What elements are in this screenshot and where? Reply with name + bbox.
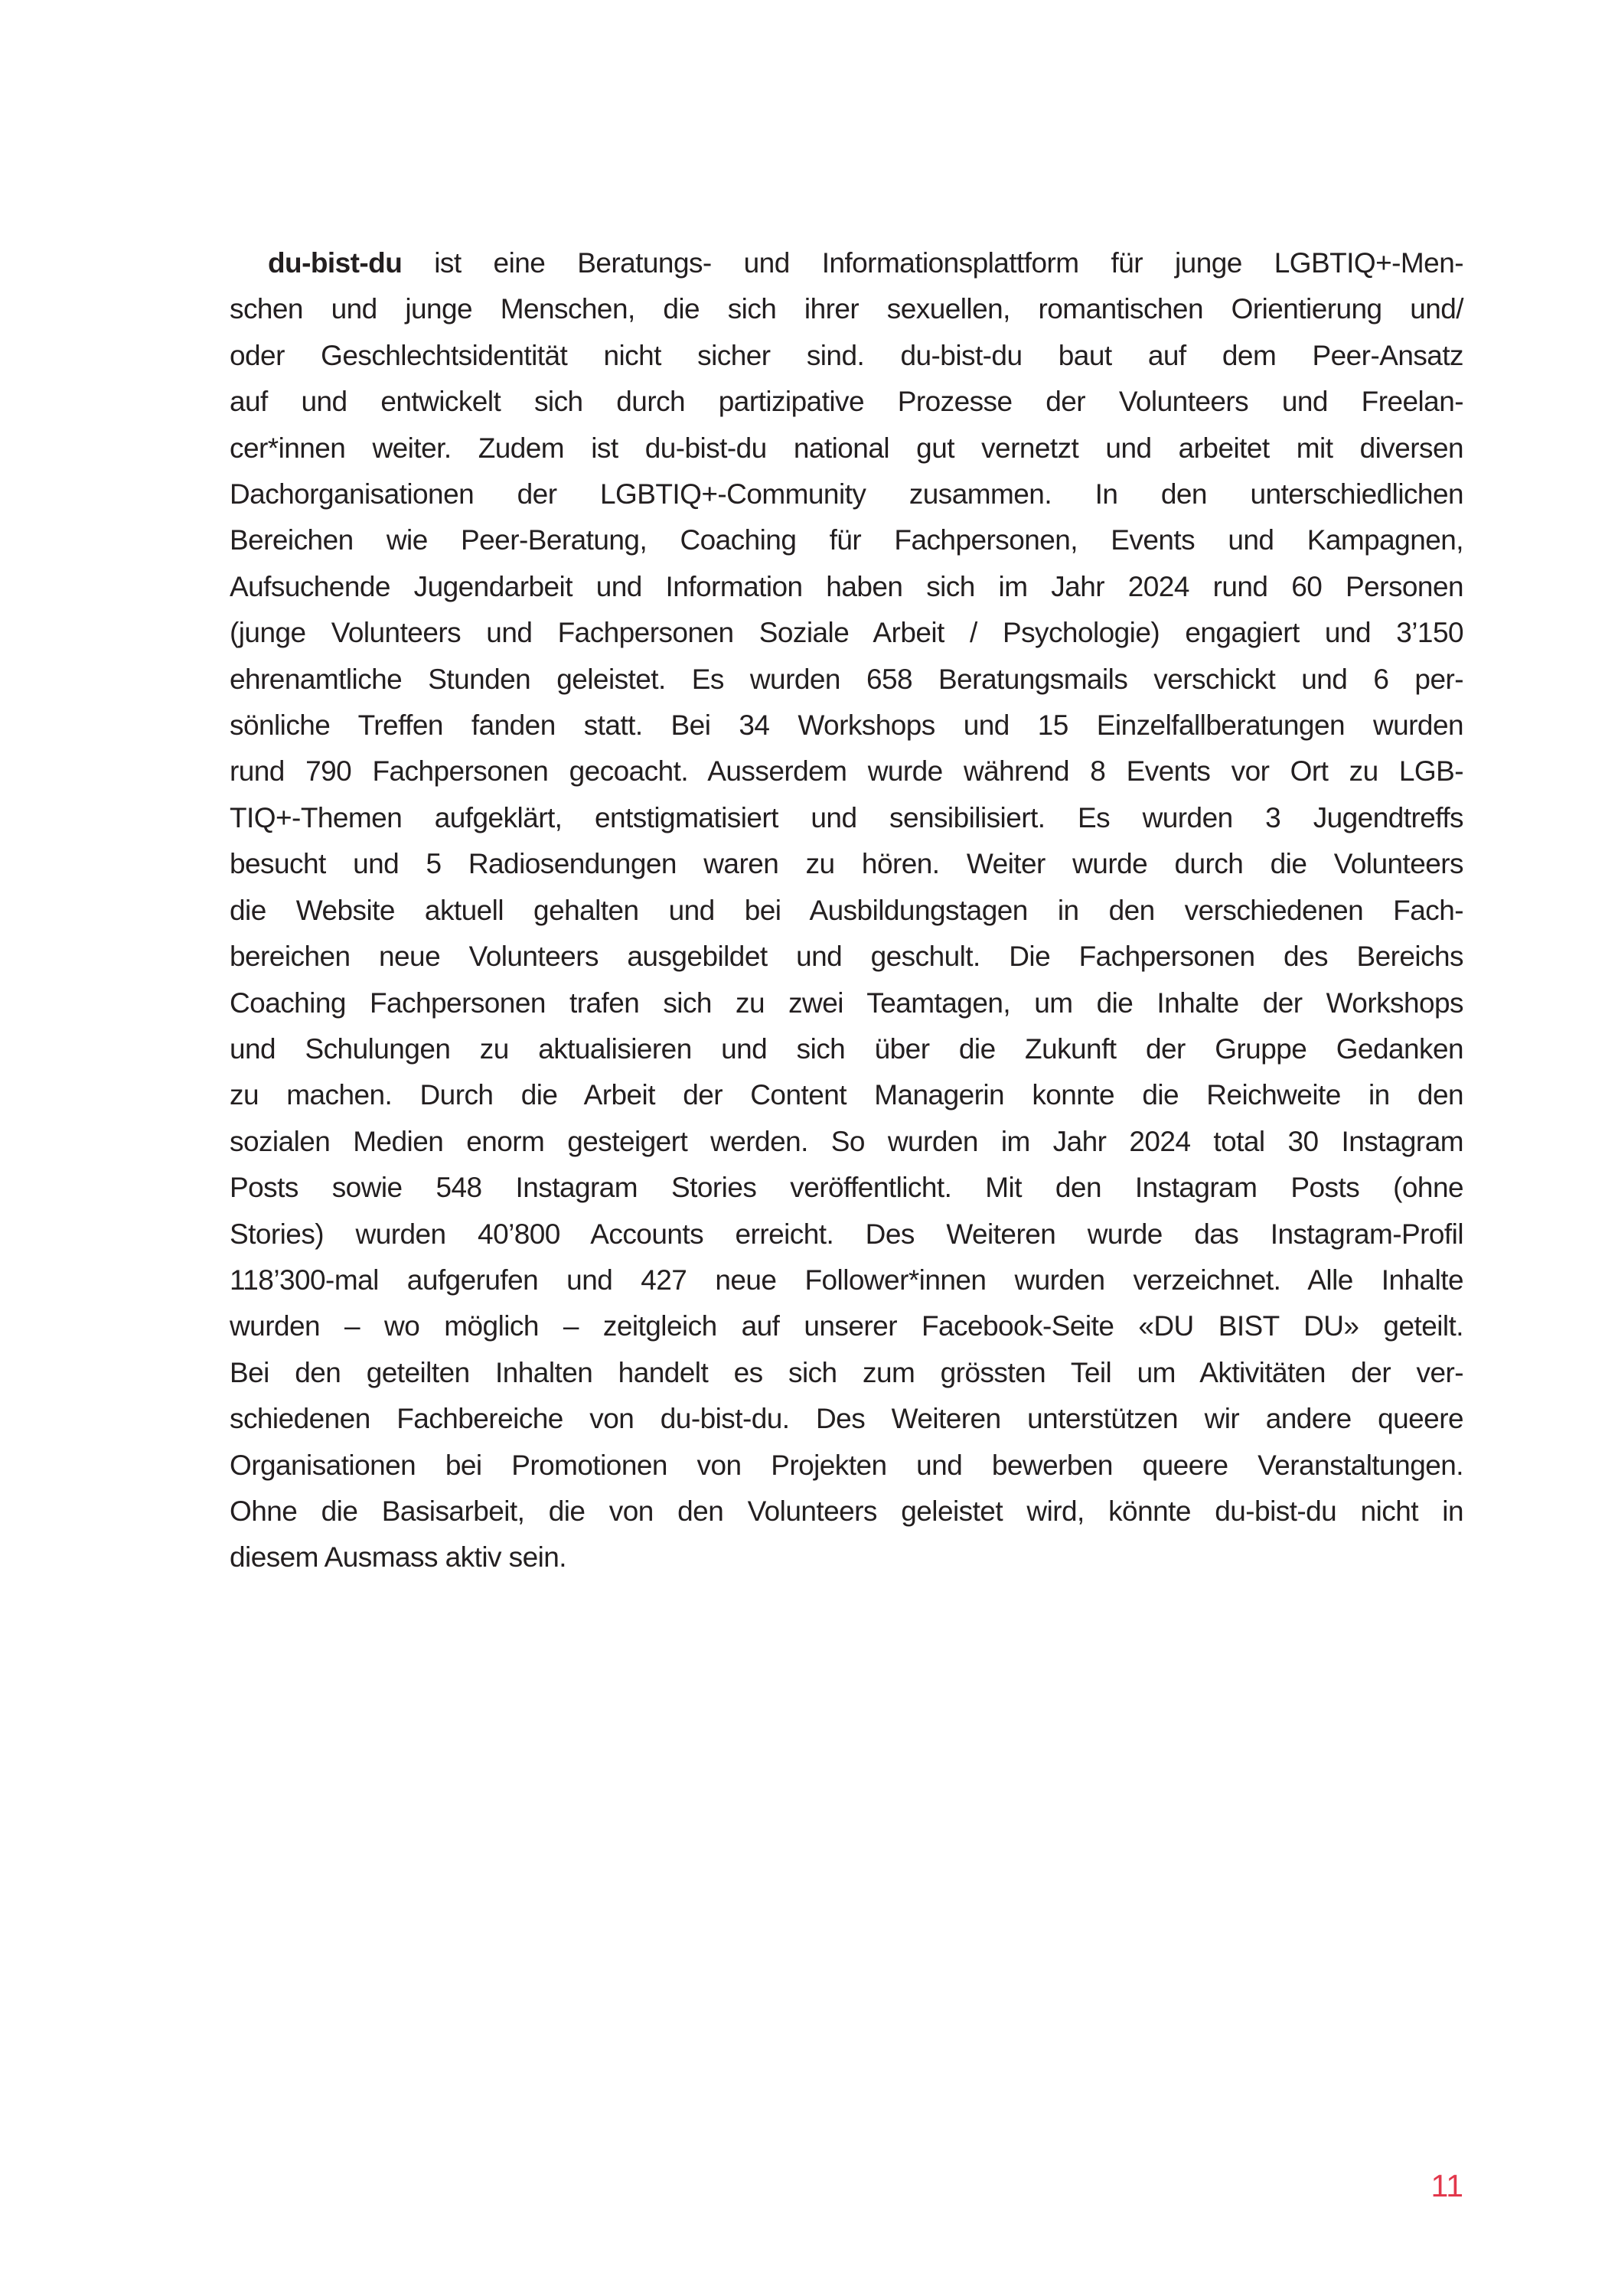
paragraph-line: (junge Volunteers und Fachpersonen Soziale Arbeit / Psychologie) engagiert und 3’150 (230, 617, 1463, 649)
paragraph-line: rund 790 Fachpersonen gecoacht. Ausserdem wurde während 8 Events vor Ort zu LGB- (230, 755, 1463, 788)
bold-lead: du-bist-du (268, 247, 403, 279)
page-number: 11 (1430, 2168, 1463, 2203)
paragraph-line: Aufsuchende Jugendarbeit und Information haben sich im Jahr 2024 rund 60 Personen (230, 570, 1463, 602)
paragraph-line: Bereichen wie Peer-Beratung, Coaching für Fachpersonen, Events und Kampagnen, (230, 524, 1463, 556)
paragraph-line: diesem Ausmass aktiv sein. (230, 1541, 567, 1574)
paragraph-line: sönliche Treffen fanden statt. Bei 34 Workshops und 15 Einzelfallberatungen wurden (230, 709, 1463, 742)
paragraph-line: Organisationen bei Promotionen von Projekten und bewerben queere Veranstaltungen. (230, 1449, 1463, 1481)
paragraph-line: Ohne die Basisarbeit, die von den Volunteers geleistet wird, könnte du-bist-du nicht in (230, 1495, 1463, 1527)
paragraph (230, 240, 1463, 1581)
paragraph-line: Stories) wurden 40’800 Accounts erreicht. Des Weiteren wurde das Instagram-Profil (230, 1218, 1463, 1250)
paragraph-line: oder Geschlechtsidentität nicht sicher sind. du-bist-du baut auf dem Peer-Ansatz (230, 339, 1463, 371)
paragraph-line: die Website aktuell gehalten und bei Ausbildungstagen in den verschiedenen Fach- (230, 894, 1463, 926)
paragraph-line: bereichen neue Volunteers ausgebildet und geschult. Die Fachpersonen des Bereichs (230, 941, 1463, 973)
paragraph-line: wurden – wo möglich – zeitgleich auf unserer Facebook-Seite «DU BIST DU» geteilt. (230, 1310, 1463, 1342)
paragraph-line: ehrenamtliche Stunden geleistet. Es wurden 658 Beratungsmails verschickt und 6 per- (230, 663, 1463, 695)
paragraph-line: sozialen Medien enorm gesteigert werden. So wurden im Jahr 2024 total 30 Instagram (230, 1125, 1463, 1157)
paragraph-line: schen und junge Menschen, die sich ihrer sexuellen, romantischen Orientierung und/ (230, 293, 1463, 325)
paragraph-line: du-bist-du ist eine Beratungs- und Informationsplattform für junge LGBTIQ+-Men- (268, 247, 1463, 279)
paragraph-line: auf und entwickelt sich durch partizipative Prozesse der Volunteers und Freelan- (230, 386, 1463, 418)
paragraph-line: Posts sowie 548 Instagram Stories veröffentlicht. Mit den Instagram Posts (ohne (230, 1172, 1463, 1204)
paragraph-line: cer*innen weiter. Zudem ist du-bist-du national gut vernetzt und arbeitet mit diversen (230, 432, 1463, 464)
paragraph-line: TIQ+-Themen aufgeklärt, entstigmatisiert und sensibilisiert. Es wurden 3 Jugendtreffs (230, 801, 1463, 833)
paragraph-line: und Schulungen zu aktualisieren und sich über die Zukunft der Gruppe Gedanken (230, 1032, 1463, 1065)
paragraph-line: Coaching Fachpersonen trafen sich zu zwei Teamtagen, um die Inhalte der Workshops (230, 987, 1463, 1019)
paragraph-line: Bei den geteilten Inhalten handelt es sich zum grössten Teil um Aktivitäten der ver- (230, 1356, 1463, 1388)
paragraph-line: 118’300-mal aufgerufen und 427 neue Follower*innen wurden verzeichnet. Alle Inhalte (230, 1264, 1463, 1296)
paragraph-line: schiedenen Fachbereiche von du-bist-du. Des Weiteren unterstützen wir andere queere (230, 1403, 1463, 1435)
paragraph-line: zu machen. Durch die Arbeit der Content Managerin konnte die Reichweite in den (230, 1079, 1463, 1111)
paragraph-line: Dachorganisationen der LGBTIQ+-Community zusammen. In den unterschiedlichen (230, 478, 1463, 510)
paragraph-line: besucht und 5 Radiosendungen waren zu hören. Weiter wurde durch die Volunteers (230, 848, 1463, 880)
